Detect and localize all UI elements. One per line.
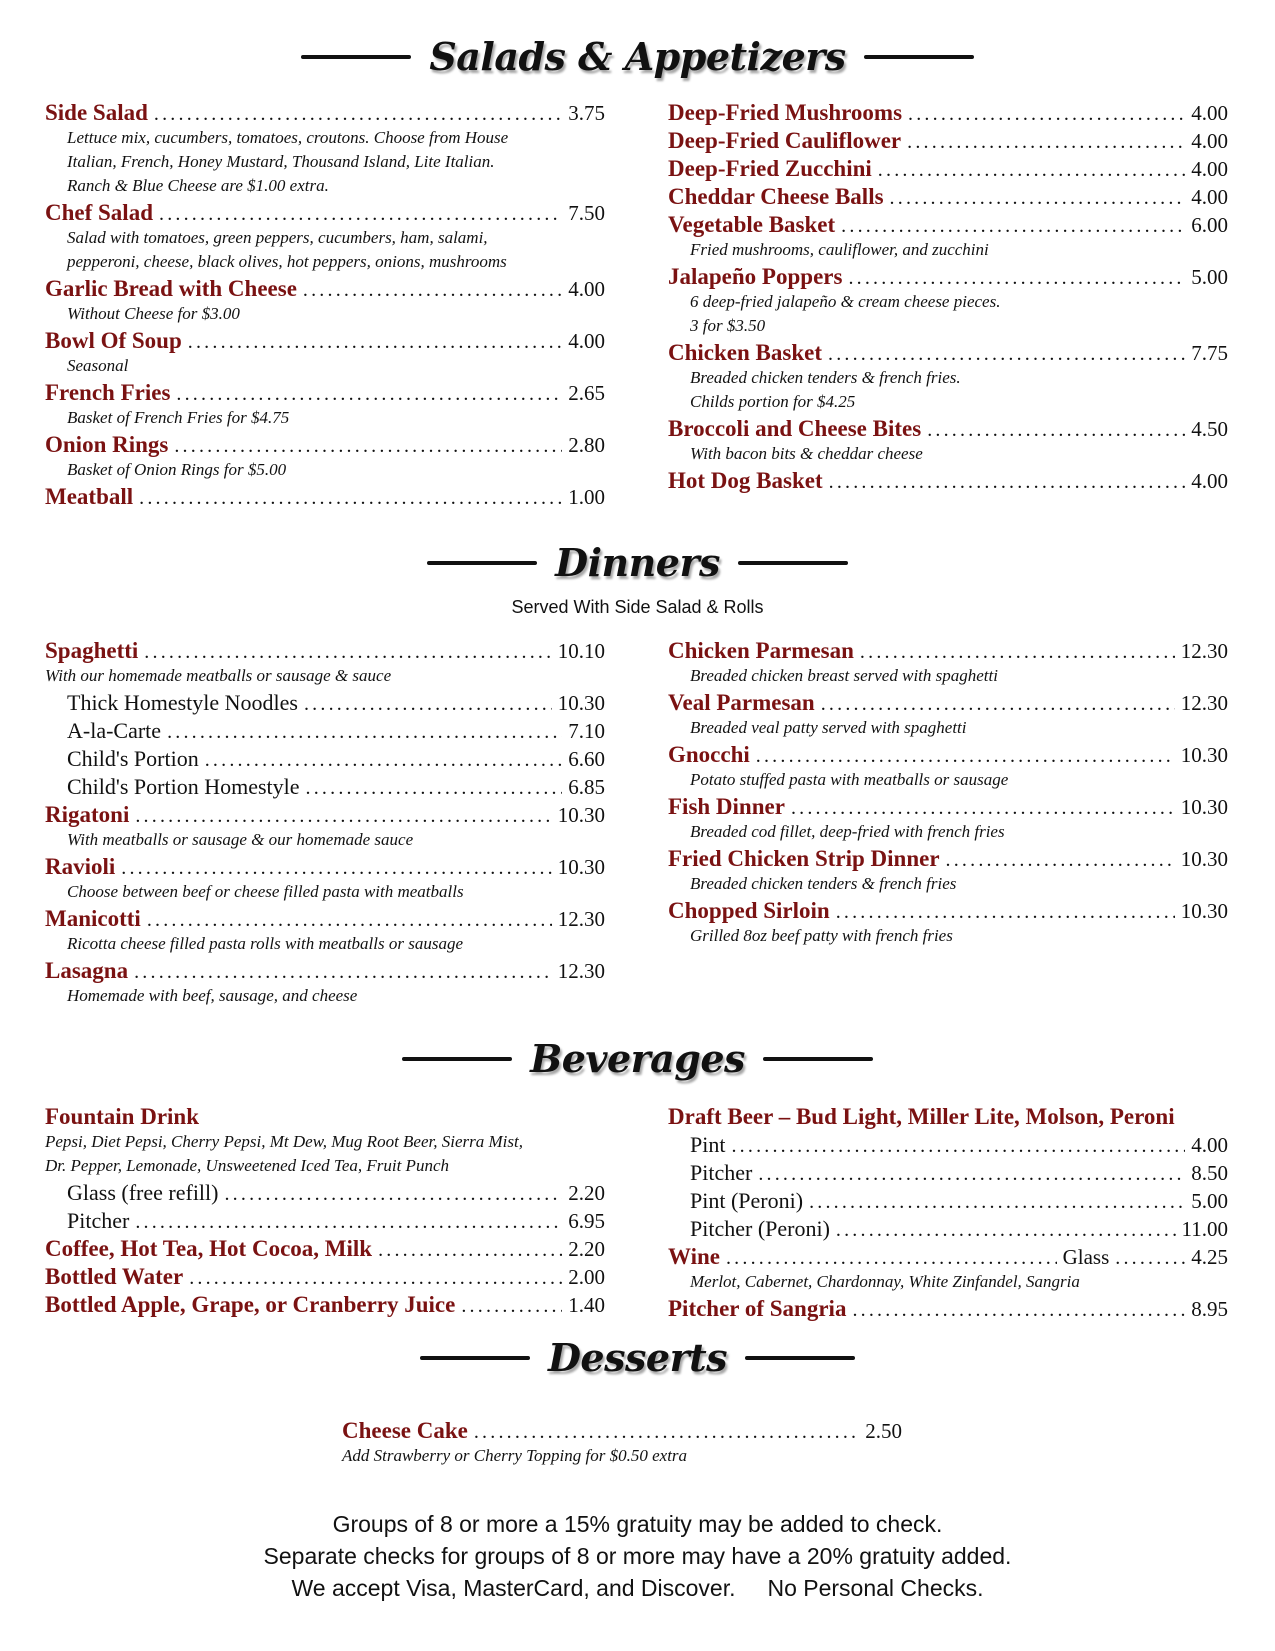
item-description: With bacon bits & cheddar cheese bbox=[690, 444, 923, 463]
item-name: Chopped Sirloin bbox=[668, 898, 830, 923]
item-description: With our homemade meatballs or sausage & sauce bbox=[45, 666, 392, 685]
item-name: Vegetable Basket bbox=[668, 212, 836, 237]
leader-dots bbox=[878, 159, 1185, 182]
dinners-subtitle: Served With Side Salad & Rolls bbox=[511, 597, 764, 617]
desc-line: Dr. Pepper, Lemonade, Unsweetened Iced Tea, Fruit Punch bbox=[45, 1156, 449, 1175]
desserts-column bbox=[342, 1418, 902, 1468]
desc-line: Salad with tomatoes, green peppers, cucumbers, ham, salami, bbox=[67, 228, 488, 247]
section-heading-beverages bbox=[0, 1036, 1275, 1081]
item-name: A-la-Carte bbox=[67, 718, 162, 743]
leader-dots bbox=[791, 797, 1175, 820]
leader-dots bbox=[731, 1135, 1185, 1158]
item-description bbox=[690, 366, 1228, 414]
beverages-right-column bbox=[668, 1104, 1228, 1322]
item-name: Thick Homestyle Noodles bbox=[67, 690, 298, 715]
item-price: 5.00 bbox=[1191, 265, 1228, 289]
menu-item-meatball bbox=[45, 484, 605, 510]
item-price: 4.00 bbox=[1191, 469, 1228, 493]
item-name: Pitcher (Peroni) bbox=[690, 1216, 830, 1241]
menu-item-cauliflower bbox=[668, 128, 1228, 154]
item-price: 12.30 bbox=[557, 907, 605, 931]
leader-dots bbox=[1115, 1247, 1185, 1270]
leader-dots bbox=[154, 103, 562, 126]
item-price: 2.00 bbox=[568, 1265, 605, 1289]
menu-item-beer-pitcher bbox=[690, 1160, 1228, 1186]
desc-line: Italian, French, Honey Mustard, Thousand Island, Lite Italian. bbox=[67, 152, 495, 171]
item-name: Jalapeño Poppers bbox=[668, 264, 843, 289]
heading-rule bbox=[427, 561, 537, 565]
heading-rule bbox=[301, 55, 411, 59]
item-price: 1.40 bbox=[568, 1293, 605, 1317]
leader-dots bbox=[134, 961, 552, 984]
leader-dots bbox=[121, 857, 551, 880]
leader-dots bbox=[378, 1239, 562, 1262]
desc-line: Pepsi, Diet Pepsi, Cherry Pepsi, Mt Dew, Mug Root Beer, Sierra Mist, bbox=[45, 1132, 523, 1151]
item-name: Chicken Parmesan bbox=[668, 638, 854, 663]
item-description: Breaded chicken tenders & french fries bbox=[690, 874, 957, 893]
menu-item-fountain-pitcher bbox=[67, 1208, 605, 1234]
menu-item-wine bbox=[668, 1244, 1228, 1270]
menu-item-veal-parmesan bbox=[668, 690, 1228, 716]
item-price: 11.00 bbox=[1181, 1217, 1228, 1241]
item-price: 10.10 bbox=[557, 639, 605, 663]
desc-line: Childs portion for $4.25 bbox=[690, 392, 856, 411]
item-name: Fountain Drink bbox=[45, 1104, 200, 1129]
item-price: 10.30 bbox=[1180, 795, 1228, 819]
item-description bbox=[67, 226, 605, 274]
leader-dots bbox=[135, 1211, 562, 1234]
leader-dots bbox=[176, 383, 562, 406]
menu-item-a-la-carte bbox=[67, 718, 605, 744]
item-price: 10.30 bbox=[557, 691, 605, 715]
heading-rule bbox=[402, 1057, 512, 1061]
menu-item-draft-beer bbox=[668, 1104, 1228, 1130]
item-name: Cheddar Cheese Balls bbox=[668, 184, 884, 209]
menu-item-side-salad bbox=[45, 100, 605, 126]
menu-item-ravioli bbox=[45, 854, 605, 880]
item-price: 6.00 bbox=[1191, 213, 1228, 237]
item-name: Lasagna bbox=[45, 958, 129, 983]
item-price: 12.30 bbox=[557, 959, 605, 983]
section-heading-salads bbox=[0, 34, 1275, 79]
menu-item-garlic-bread bbox=[45, 276, 605, 302]
item-name: Pitcher of Sangria bbox=[668, 1296, 847, 1321]
item-description: Breaded cod fillet, deep-fried with french fries bbox=[690, 822, 1005, 841]
heading-rule bbox=[745, 1356, 855, 1360]
item-name: Spaghetti bbox=[45, 638, 139, 663]
heading-rule bbox=[763, 1057, 873, 1061]
salads-right-column bbox=[668, 100, 1228, 494]
beverages-left-column bbox=[45, 1104, 605, 1318]
item-price: 2.20 bbox=[568, 1181, 605, 1205]
leader-dots bbox=[756, 745, 1175, 768]
menu-item-french-fries bbox=[45, 380, 605, 406]
item-name: Garlic Bread with Cheese bbox=[45, 276, 297, 301]
menu-item-bowl-of-soup bbox=[45, 328, 605, 354]
leader-dots bbox=[189, 1267, 562, 1290]
item-price: 4.50 bbox=[1191, 417, 1228, 441]
leader-dots bbox=[828, 343, 1185, 366]
footer-line: Groups of 8 or more a 15% gratuity may be added to check. bbox=[332, 1511, 943, 1537]
leader-dots bbox=[224, 1183, 562, 1206]
item-name: Side Salad bbox=[45, 100, 148, 125]
item-description: Ricotta cheese filled pasta rolls with meatballs or sausage bbox=[67, 934, 464, 953]
item-name: Wine bbox=[668, 1244, 720, 1269]
menu-item-hot-dog-basket bbox=[668, 468, 1228, 494]
item-price: 4.00 bbox=[568, 329, 605, 353]
menu-item-manicotti bbox=[45, 906, 605, 932]
section-heading-desserts bbox=[0, 1335, 1275, 1380]
item-name: Child's Portion Homestyle bbox=[67, 774, 300, 799]
leader-dots bbox=[841, 215, 1185, 238]
item-price: 7.50 bbox=[568, 201, 605, 225]
item-price: 4.00 bbox=[568, 277, 605, 301]
item-price: 5.00 bbox=[1191, 1189, 1228, 1213]
item-name: Pint (Peroni) bbox=[690, 1188, 804, 1213]
dinners-right-column bbox=[668, 638, 1228, 948]
item-name: Pint bbox=[690, 1132, 726, 1157]
item-price: 7.75 bbox=[1191, 341, 1228, 365]
item-name: Pitcher bbox=[690, 1160, 753, 1185]
item-price: 8.50 bbox=[1191, 1161, 1228, 1185]
item-name: Deep-Fried Mushrooms bbox=[668, 100, 903, 125]
item-description: Potato stuffed pasta with meatballs or sausage bbox=[690, 770, 1009, 789]
menu-item-jalapeno-poppers bbox=[668, 264, 1228, 290]
section-title-desserts: Desserts bbox=[547, 1335, 728, 1380]
wine-glass-label: Glass bbox=[1062, 1245, 1110, 1269]
leader-dots bbox=[836, 1219, 1176, 1242]
menu-item-vegetable-basket bbox=[668, 212, 1228, 238]
menu-item-spaghetti bbox=[45, 638, 605, 664]
item-price: 1.00 bbox=[568, 485, 605, 509]
leader-dots bbox=[907, 131, 1185, 154]
item-description bbox=[67, 126, 605, 198]
item-name: Meatball bbox=[45, 484, 134, 509]
desc-line: 3 for $3.50 bbox=[690, 316, 766, 335]
menu-item-bottled-juice bbox=[45, 1292, 605, 1318]
menu-item-gnocchi bbox=[668, 742, 1228, 768]
item-name: French Fries bbox=[45, 380, 171, 405]
menu-item-chef-salad bbox=[45, 200, 605, 226]
leader-dots bbox=[946, 849, 1175, 872]
item-price: 10.30 bbox=[557, 855, 605, 879]
item-name: Bowl Of Soup bbox=[45, 328, 182, 353]
menu-item-onion-rings bbox=[45, 432, 605, 458]
leader-dots bbox=[809, 1191, 1185, 1214]
menu-item-chicken-parmesan bbox=[668, 638, 1228, 664]
menu-item-chicken-strip-dinner bbox=[668, 846, 1228, 872]
menu-item-coffee bbox=[45, 1236, 605, 1262]
desc-line: Ranch & Blue Cheese are $1.00 extra. bbox=[67, 176, 329, 195]
item-price: 2.20 bbox=[568, 1237, 605, 1261]
item-name: Fish Dinner bbox=[668, 794, 785, 819]
leader-dots bbox=[139, 487, 562, 510]
item-name: Ravioli bbox=[45, 854, 116, 879]
menu-item-glass bbox=[67, 1180, 605, 1206]
menu-item-zucchini bbox=[668, 156, 1228, 182]
footer-line: Separate checks for groups of 8 or more may have a 20% gratuity added. bbox=[263, 1543, 1012, 1569]
menu-item-fish-dinner bbox=[668, 794, 1228, 820]
item-name: Chicken Basket bbox=[668, 340, 822, 365]
item-price: 4.25 bbox=[1191, 1245, 1228, 1269]
section-title-dinners: Dinners bbox=[555, 540, 720, 585]
leader-dots bbox=[890, 187, 1186, 210]
footer-line: We accept Visa, MasterCard, and Discover. No Personal Checks. bbox=[291, 1575, 984, 1601]
item-name: Child's Portion bbox=[67, 746, 199, 771]
item-price: 4.00 bbox=[1191, 129, 1228, 153]
leader-dots bbox=[159, 203, 562, 226]
item-name: Rigatoni bbox=[45, 802, 130, 827]
item-name: Deep-Fried Cauliflower bbox=[668, 128, 902, 153]
item-name: Onion Rings bbox=[45, 432, 169, 457]
leader-dots bbox=[860, 641, 1175, 664]
item-description: Grilled 8oz beef patty with french fries bbox=[690, 926, 953, 945]
desc-line: 6 deep-fried jalapeño & cream cheese pieces. bbox=[690, 292, 1001, 311]
leader-dots bbox=[758, 1163, 1185, 1186]
menu-item-cheese-balls bbox=[668, 184, 1228, 210]
item-description: Breaded chicken breast served with spaghetti bbox=[690, 666, 998, 685]
leader-dots bbox=[852, 1299, 1185, 1322]
desc-line: Lettuce mix, cucumbers, tomatoes, croutons. Choose from House bbox=[67, 128, 509, 147]
item-price: 4.00 bbox=[1191, 1133, 1228, 1157]
menu-item-rigatoni bbox=[45, 802, 605, 828]
leader-dots bbox=[927, 419, 1185, 442]
item-description: Homemade with beef, sausage, and cheese bbox=[67, 986, 358, 1005]
item-name: Pitcher bbox=[67, 1208, 130, 1233]
item-price: 7.10 bbox=[568, 719, 605, 743]
leader-dots bbox=[461, 1295, 562, 1318]
menu-item-broccoli-bites bbox=[668, 416, 1228, 442]
leader-dots bbox=[205, 749, 563, 772]
section-title-salads: Salads & Appetizers bbox=[429, 34, 846, 79]
leader-dots bbox=[726, 1247, 1057, 1270]
salads-left-column bbox=[45, 100, 605, 510]
leader-dots bbox=[306, 777, 563, 800]
item-description: Add Strawberry or Cherry Topping for $0.50 extra bbox=[342, 1446, 688, 1465]
menu-item-childs-homestyle bbox=[67, 774, 605, 800]
item-name: Glass (free refill) bbox=[67, 1180, 219, 1205]
item-description: With meatballs or sausage & our homemade sauce bbox=[67, 830, 414, 849]
leader-dots bbox=[304, 693, 552, 716]
item-name: Cheese Cake bbox=[342, 1418, 468, 1443]
item-name: Coffee, Hot Tea, Hot Cocoa, Milk bbox=[45, 1236, 373, 1261]
item-description bbox=[45, 1130, 605, 1178]
menu-item-pint bbox=[690, 1132, 1228, 1158]
item-price: 2.65 bbox=[568, 381, 605, 405]
item-price: 10.30 bbox=[1180, 899, 1228, 923]
item-name: Gnocchi bbox=[668, 742, 750, 767]
leader-dots bbox=[135, 805, 551, 828]
leader-dots bbox=[848, 267, 1185, 290]
item-name: Draft Beer – Bud Light, Miller Lite, Molson, Peroni bbox=[668, 1104, 1175, 1129]
leader-dots bbox=[303, 279, 562, 302]
menu-item-lasagna bbox=[45, 958, 605, 984]
item-description: Breaded veal patty served with spaghetti bbox=[690, 718, 967, 737]
menu-item-pint-peroni bbox=[690, 1188, 1228, 1214]
item-price: 4.00 bbox=[1191, 185, 1228, 209]
item-price: 6.95 bbox=[568, 1209, 605, 1233]
leader-dots bbox=[829, 471, 1186, 494]
item-price: 6.60 bbox=[568, 747, 605, 771]
leader-dots bbox=[174, 435, 562, 458]
item-description: Basket of Onion Rings for $5.00 bbox=[67, 460, 287, 479]
leader-dots bbox=[167, 721, 562, 744]
item-name: Veal Parmesan bbox=[668, 690, 815, 715]
section-heading-dinners bbox=[0, 540, 1275, 585]
item-price: 3.75 bbox=[568, 101, 605, 125]
menu-item-pitcher-peroni bbox=[690, 1216, 1228, 1242]
item-name: Broccoli and Cheese Bites bbox=[668, 416, 922, 441]
leader-dots bbox=[908, 103, 1185, 126]
item-price: 2.80 bbox=[568, 433, 605, 457]
leader-dots bbox=[144, 641, 551, 664]
menu-item-bottled-water bbox=[45, 1264, 605, 1290]
item-price: 2.50 bbox=[865, 1419, 902, 1443]
leader-dots bbox=[821, 693, 1175, 716]
item-description: Basket of French Fries for $4.75 bbox=[67, 408, 290, 427]
item-description: Choose between beef or cheese filled pasta with meatballs bbox=[67, 882, 464, 901]
menu-item-homestyle-noodles bbox=[67, 690, 605, 716]
menu-item-pitcher-of-sangria bbox=[668, 1296, 1228, 1322]
item-price: 10.30 bbox=[557, 803, 605, 827]
item-name: Chef Salad bbox=[45, 200, 153, 225]
dinners-left-column bbox=[45, 638, 605, 1008]
item-description: Seasonal bbox=[67, 356, 129, 375]
item-description: Fried mushrooms, cauliflower, and zucchini bbox=[690, 240, 989, 259]
item-name: Hot Dog Basket bbox=[668, 468, 823, 493]
leader-dots bbox=[474, 1421, 859, 1444]
menu-item-cheese-cake bbox=[342, 1418, 902, 1444]
heading-rule bbox=[864, 55, 974, 59]
leader-dots bbox=[147, 909, 552, 932]
footer-notes bbox=[0, 1508, 1275, 1604]
item-price: 10.30 bbox=[1180, 743, 1228, 767]
item-name: Manicotti bbox=[45, 906, 141, 931]
leader-dots bbox=[188, 331, 562, 354]
heading-rule bbox=[738, 561, 848, 565]
section-title-beverages: Beverages bbox=[530, 1036, 745, 1081]
menu-item-mushrooms bbox=[668, 100, 1228, 126]
item-price: 4.00 bbox=[1191, 157, 1228, 181]
menu-item-chicken-basket bbox=[668, 340, 1228, 366]
item-price: 6.85 bbox=[568, 775, 605, 799]
item-price: 12.30 bbox=[1180, 691, 1228, 715]
heading-rule bbox=[420, 1356, 530, 1360]
item-price: 12.30 bbox=[1180, 639, 1228, 663]
item-price: 8.95 bbox=[1191, 1297, 1228, 1321]
desc-line: pepperoni, cheese, black olives, hot peppers, onions, mushrooms bbox=[67, 252, 507, 271]
leader-dots bbox=[836, 901, 1175, 924]
menu-item-fountain-drink bbox=[45, 1104, 605, 1130]
menu-item-childs-portion bbox=[67, 746, 605, 772]
item-price: 10.30 bbox=[1180, 847, 1228, 871]
menu-item-chopped-sirloin bbox=[668, 898, 1228, 924]
item-name: Bottled Water bbox=[45, 1264, 184, 1289]
item-name: Fried Chicken Strip Dinner bbox=[668, 846, 940, 871]
item-description bbox=[690, 290, 1228, 338]
item-price: 4.00 bbox=[1191, 101, 1228, 125]
item-name: Deep-Fried Zucchini bbox=[668, 156, 872, 181]
item-description: Merlot, Cabernet, Chardonnay, White Zinfandel, Sangria bbox=[690, 1272, 1080, 1291]
item-name: Bottled Apple, Grape, or Cranberry Juice bbox=[45, 1292, 456, 1317]
item-description: Without Cheese for $3.00 bbox=[67, 304, 240, 323]
desc-line: Breaded chicken tenders & french fries. bbox=[690, 368, 961, 387]
